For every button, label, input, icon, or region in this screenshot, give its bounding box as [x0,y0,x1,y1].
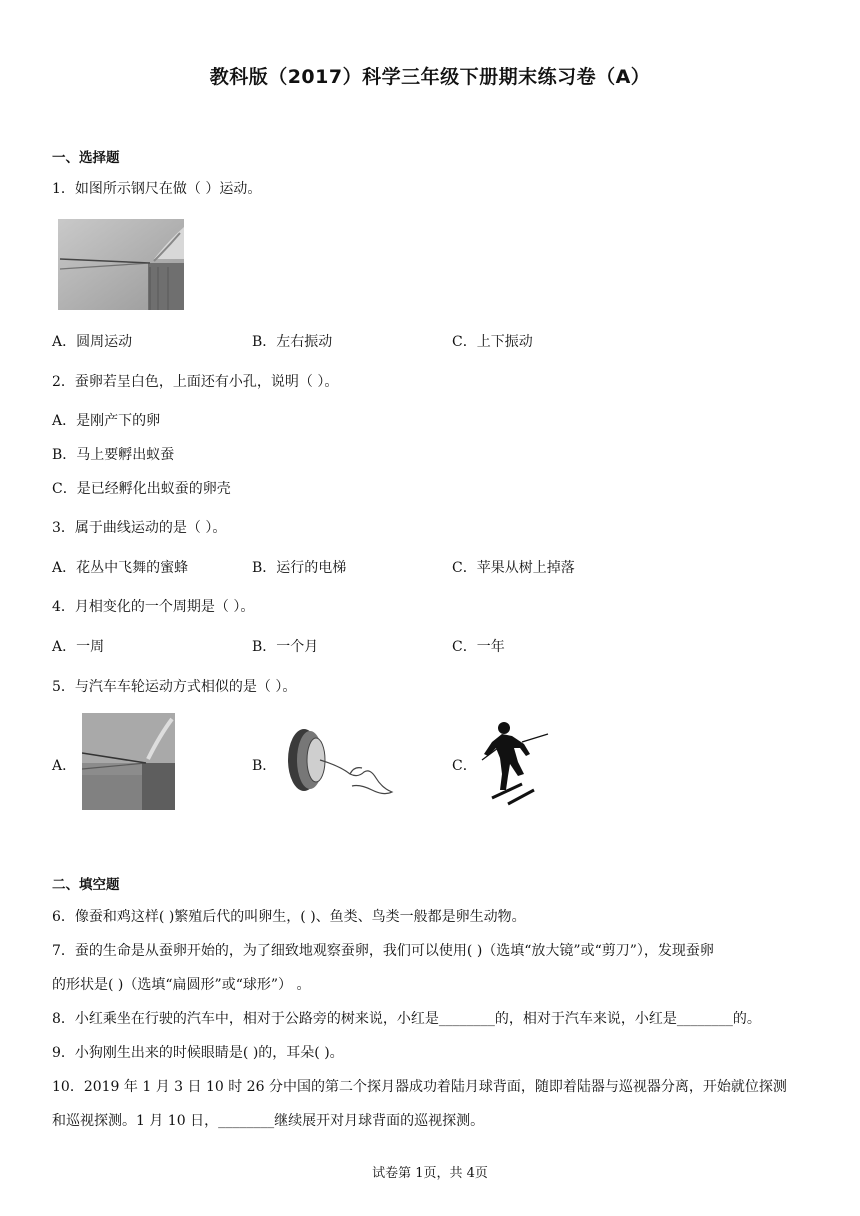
q5-option-c: C． [452,758,477,774]
question-7-line-2: 的形状是( )（选填“扁圆形”或“球形”） 。 [52,977,311,993]
question-4-stem: 4．月相变化的一个周期是（ ）。 [52,599,255,615]
question-1-stem: 1．如图所示钢尺在做（ ）运动。 [52,181,262,197]
q2-option-c: C．是已经孵化出蚁蚕的卵壳 [52,481,231,497]
q3-option-b: B．运行的电梯 [252,560,347,576]
q3-option-a: A．花丛中飞舞的蜜蜂 [52,560,189,576]
q1-option-a: A．圆周运动 [52,334,133,350]
q1-option-b: B．左右振动 [252,334,333,350]
question-7-line-1: 7．蚕的生命是从蚕卵开始的，为了细致地观察蚕卵，我们可以使用( )（选填“放大镜”或“剪刀”），发现蚕卵 [52,943,714,959]
q5-option-a: A． [52,758,77,774]
q1-option-c: C．上下振动 [452,334,533,350]
question-10-line-1: 10．2019 年 1 月 3 日 10 时 26 分中国的第二个探月器成功着陆月球背面，随即着陆器与巡视器分离，开始就位探测 [52,1079,787,1095]
question-9: 9．小狗刚生出来的时候眼睛是( )的，耳朵( )。 [52,1045,344,1061]
page-footer: 试卷第 1页，共 4页 [372,1166,488,1181]
skier-picture [478,714,556,806]
question-2-stem: 2．蚕卵若呈白色，上面还有小孔，说明（ ）。 [52,374,339,390]
q5-option-b: B． [252,758,277,774]
steel-ruler-photo [58,219,184,310]
section-heading-choice: 一、选择题 [52,150,120,166]
section-heading-fill-blank: 二、填空题 [52,877,120,893]
q2-option-a: A．是刚产下的卵 [52,413,161,429]
question-5-stem: 5．与汽车车轮运动方式相似的是（ ）。 [52,679,297,695]
question-8: 8．小红乘坐在行驶的汽车中，相对于公路旁的树来说，小红是________的，相对于汽车来说，小红是________的。 [52,1011,761,1027]
q2-option-b: B．马上要孵出蚁蚕 [52,447,175,463]
q4-option-b: B．一个月 [252,639,319,655]
question-6: 6．像蚕和鸡这样( )繁殖后代的叫卵生，( )、鱼类、鸟类一般都是卵生动物。 [52,909,526,925]
question-3-stem: 3．属于曲线运动的是（ ）。 [52,520,227,536]
q4-option-c: C．一年 [452,639,505,655]
q4-option-a: A．一周 [52,639,105,655]
exam-title: 教科版（2017）科学三年级下册期末练习卷（A） [209,66,651,88]
question-10-line-2: 和巡视探测。1 月 10 日，________继续展开对月球背面的巡视探测。 [52,1113,485,1129]
ruler-vibration-photo [82,713,175,810]
yoyo-picture [280,722,398,802]
q3-option-c: C．苹果从树上掉落 [452,560,575,576]
